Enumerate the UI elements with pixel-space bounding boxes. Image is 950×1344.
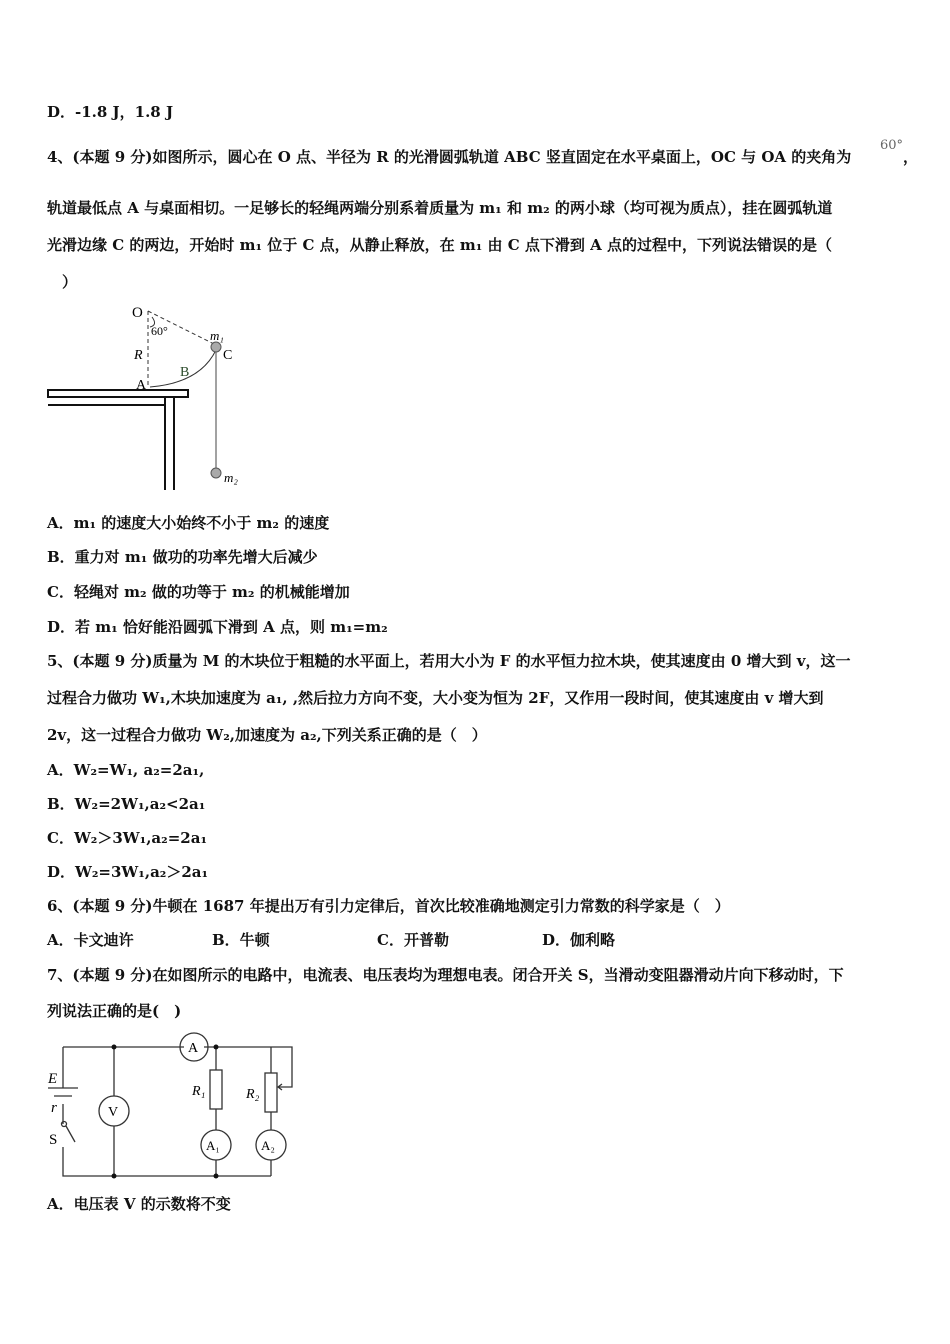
q7-stem-line1: 7、(本题 9 分)在如图所示的电路中，电流表、电压表均为理想电表。闭合开关 S，当滑动变阻器滑动片向下移动时，下 — [47, 966, 844, 984]
q5-option-d: D．W₂=3W₁,a₂＞2a₁ — [47, 863, 209, 881]
label-m2: m₂ — [224, 470, 238, 485]
q5-option-b: B．W₂=2W₁,a₂<2a₁ — [47, 795, 206, 813]
q6-option-d: D．伽利略 — [542, 931, 616, 949]
q5-stem-line3: 2v，这一过程合力做功 W₂,加速度为 a₂,下列关系正确的是（ ） — [47, 726, 487, 744]
label-r2: R₂ — [246, 1087, 260, 1102]
label-angle: 60° — [151, 324, 168, 338]
label-b: B — [180, 365, 190, 380]
ammeter-a: A — [188, 1041, 199, 1056]
label-e: E — [48, 1071, 58, 1087]
label-r: R — [134, 348, 143, 363]
voltmeter-v: V — [108, 1105, 119, 1120]
label-r: r — [51, 1100, 57, 1116]
q7-stem-line2: 列说法正确的是( ) — [47, 1002, 182, 1020]
q4-comma: ， — [903, 148, 919, 166]
q4-option-a: A．m₁ 的速度大小始终不小于 m₂ 的速度 — [47, 514, 330, 532]
q3-option-d: D．-1.8 J，1.8 J — [47, 103, 174, 121]
q4-option-b: B．重力对 m₁ 做功的功率先增大后减少 — [47, 548, 318, 566]
q6-option-b: B．牛顿 — [212, 931, 270, 949]
ammeter-a2: A₂ — [261, 1138, 275, 1153]
label-o: O — [132, 305, 143, 321]
q7-circuit-diagram — [40, 1030, 310, 1190]
q4-option-c: C．轻绳对 m₂ 做的功等于 m₂ 的机械能增加 — [47, 583, 350, 601]
q4-stem-line2: 轨道最低点 A 与桌面相切。一足够长的轻绳两端分别系着质量为 m₁ 和 m₂ 的两小球（均可视为质点），挂在圆弧轨道 — [47, 199, 833, 217]
label-c: C — [223, 348, 233, 363]
q6-stem: 6、(本题 9 分)牛顿在 1687 年提出万有引力定律后，首次比较准确地测定引力常数的科学家是（ ） — [47, 897, 730, 915]
q5-option-a: A．W₂=W₁, a₂=2a₁, — [47, 761, 205, 779]
label-a: A — [136, 378, 147, 393]
q5-stem-line2: 过程合力做功 W₁,木块加速度为 a₁, ,然后拉力方向不变，大小变为恒为 2F，又作用一段时间，使其速度由 v 增大到 — [47, 689, 824, 707]
q6-option-c: C．开普勒 — [377, 931, 449, 949]
q4-stem-line1: 4、(本题 9 分)如图所示，圆心在 O 点、半径为 R 的光滑圆弧轨道 ABC 竖直固定在水平桌面上，OC 与 OA 的夹角为 — [47, 148, 852, 166]
q4-stem-line4: ） — [62, 273, 78, 291]
label-s: S — [49, 1132, 58, 1148]
ammeter-a1: A₁ — [206, 1138, 220, 1153]
label-m1: m₁ — [210, 328, 224, 343]
q5-option-c: C．W₂＞3W₁,a₂=2a₁ — [47, 829, 208, 847]
q7-option-a: A．电压表 V 的示数将不变 — [47, 1195, 231, 1213]
label-r1: R₁ — [192, 1084, 206, 1099]
q4-angle-image-text: 60° — [880, 138, 904, 153]
q4-option-d: D．若 m₁ 恰好能沿圆弧下滑到 A 点，则 m₁=m₂ — [47, 618, 388, 636]
q5-stem-line1: 5、(本题 9 分)质量为 M 的木块位于粗糙的水平面上，若用大小为 F 的水平恒力拉木块，使其速度由 0 增大到 v，这一 — [47, 652, 851, 670]
q4-stem-line3: 光滑边缘 C 的两边，开始时 m₁ 位于 C 点，从静止释放，在 m₁ 由 C 点下滑到 A 点的过程中，下列说法错误的是（ — [47, 236, 833, 254]
q4-figure-track-diagram — [40, 295, 300, 495]
q6-option-a: A．卡文迪许 — [47, 931, 134, 949]
